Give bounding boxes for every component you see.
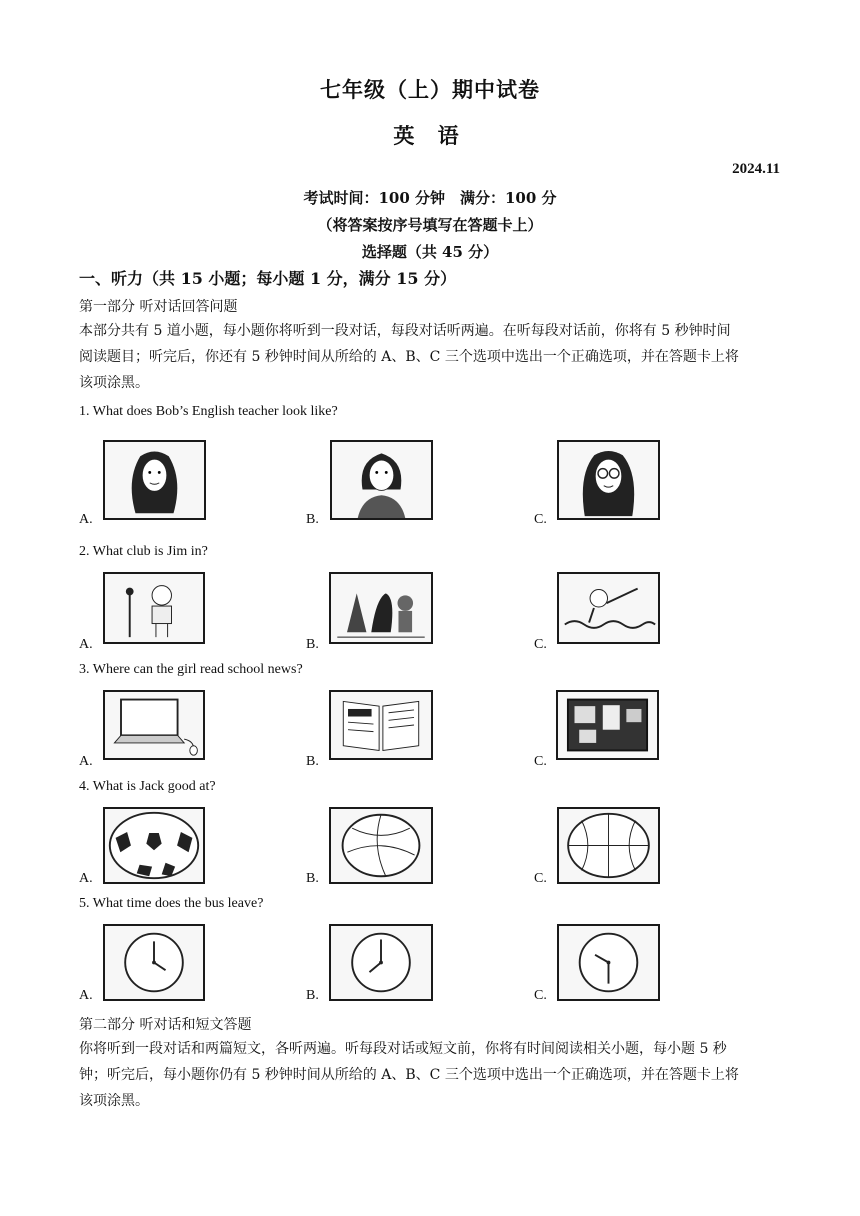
question-3-text: 3. Where can the girl read school news? xyxy=(79,662,303,677)
option-label: B. xyxy=(306,754,319,769)
option-label: B. xyxy=(306,637,319,652)
option-label: A. xyxy=(79,754,93,769)
part-label: 选择题（共 45 分） xyxy=(361,243,499,261)
option-label: B. xyxy=(306,871,319,886)
woman-glasses-icon[interactable] xyxy=(557,440,660,520)
clock-icon[interactable] xyxy=(329,924,433,1001)
clock-icon[interactable] xyxy=(557,924,660,1001)
option-label: B. xyxy=(306,988,319,1003)
basketball-icon[interactable] xyxy=(557,807,660,884)
newspaper-icon[interactable] xyxy=(329,690,433,760)
option-label: C. xyxy=(534,754,547,769)
woman-long-hair-icon[interactable] xyxy=(103,440,206,520)
option-label: A. xyxy=(79,512,93,527)
volleyball-icon[interactable] xyxy=(329,807,433,884)
question-2-text: 2. What club is Jim in? xyxy=(79,544,208,559)
soccer-ball-icon[interactable] xyxy=(103,807,205,884)
part2-title: 第二部分 听对话和短文答题 xyxy=(79,1017,252,1033)
instruction-line: 你将听到一段对话和两篇短文，各听两遍。听每段对话或短文前，你将有时间阅读相关小题，每小题 5 秒 xyxy=(79,1041,727,1057)
instruction-line: 该项涂黑。 xyxy=(79,1093,149,1109)
option-label: C. xyxy=(534,988,547,1003)
part2-instructions xyxy=(79,1036,784,1114)
instruction-line: 阅读题目；听完后，你还有 5 秒钟时间从所给的 A、B、C 三个选项中选出一个正确选项，并在答题卡上将 xyxy=(79,349,739,365)
question-4-text: 4. What is Jack good at? xyxy=(79,779,216,794)
part1-instructions xyxy=(79,318,784,396)
instruction-line: （将答案按序号填写在答题卡上） xyxy=(317,216,543,234)
subject-title: 英 语 xyxy=(393,123,467,148)
option-label: C. xyxy=(534,871,547,886)
singer-microphone-icon[interactable] xyxy=(103,572,205,644)
swimmer-icon[interactable] xyxy=(557,572,660,644)
chess-pieces-icon[interactable] xyxy=(329,572,433,644)
clock-icon[interactable] xyxy=(103,924,205,1001)
bulletin-board-icon[interactable] xyxy=(556,690,659,760)
section-heading: 一、听力（共 15 小题；每小题 1 分，满分 15 分） xyxy=(79,269,457,288)
instruction-line: 钟；听完后，每小题你仍有 5 秒钟时间从所给的 A、B、C 三个选项中选出一个正确选项，并在答题卡上将 xyxy=(79,1067,739,1083)
option-label: A. xyxy=(79,988,93,1003)
question-1-text: 1. What does Bob’s English teacher look like? xyxy=(79,404,338,419)
option-label: A. xyxy=(79,871,93,886)
woman-short-hair-icon[interactable] xyxy=(330,440,433,520)
option-label: B. xyxy=(306,512,319,527)
part1-title: 第一部分 听对话回答问题 xyxy=(79,299,238,315)
instruction-line: 本部分共有 5 道小题，每小题你将听到一段对话，每段对话听两遍。在听每段对话前，你将有 5 秒钟时间 xyxy=(79,323,731,339)
question-5-text: 5. What time does the bus leave? xyxy=(79,896,264,911)
laptop-icon[interactable] xyxy=(103,690,205,760)
instruction-line: 该项涂黑。 xyxy=(79,375,149,391)
time-score-line: 考试时间：100 分钟 满分：100 分 xyxy=(303,189,557,207)
option-label: C. xyxy=(534,512,547,527)
exam-date: 2024.11 xyxy=(732,161,780,177)
option-label: C. xyxy=(534,637,547,652)
option-label: A. xyxy=(79,637,93,652)
exam-title: 七年级（上）期中试卷 xyxy=(320,77,540,102)
